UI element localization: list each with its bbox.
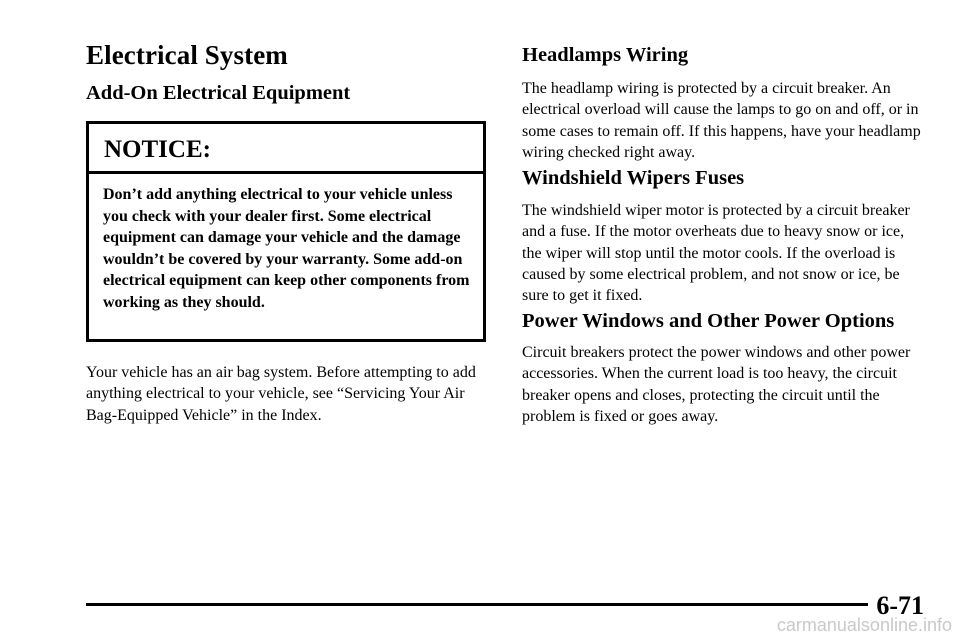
watermark: carmanualsonline.info (776, 615, 952, 635)
headlamps-heading: Headlamps Wiring (522, 44, 689, 66)
wipers-paragraph: The windshield wiper motor is protected by a circuit breaker and a fuse. If the motor overheats due to heavy snow or ice, the wiper will stop until the motor cools. If the overload is caused by some electrical problem, and not snow or ice, be sure to get it fixed. (522, 202, 910, 305)
page-number: 6-71 (876, 591, 924, 620)
airbag-paragraph: Your vehicle has an air bag system. Before attempting to add anything electrical to your vehicle, see “Servicing Your Air Bag-Equipped Vehicle” in the Index. (86, 364, 476, 424)
wipers-heading: Windshield Wipers Fuses (522, 167, 745, 189)
power-options-heading: Power Windows and Other Power Options (522, 310, 895, 332)
notice-heading: NOTICE: (89, 124, 483, 174)
notice-box (86, 121, 486, 342)
footer-rule (86, 603, 868, 606)
notice-text: Don’t add anything electrical to your vehicle unless you check with your dealer first. Some electrical equipment can damage your vehicle and the damage wouldn’t be covered by your warranty. Some add-on electrical equipment can keep other components from working as they should. (103, 186, 470, 311)
headlamps-paragraph: The headlamp wiring is protected by a circuit breaker. An electrical overload will cause the lamps to go on and off, or in some cases to remain off. If this happens, have your headlamp wiring checked right away. (522, 80, 921, 161)
power-options-paragraph: Circuit breakers protect the power windows and other power accessories. When the current load is too heavy, the circuit breaker opens and closes, protecting the circuit until the problem is fixed or goes away. (522, 344, 911, 425)
subsection-title: Add-On Electrical Equipment (86, 82, 351, 104)
section-title: Electrical System (86, 40, 288, 70)
